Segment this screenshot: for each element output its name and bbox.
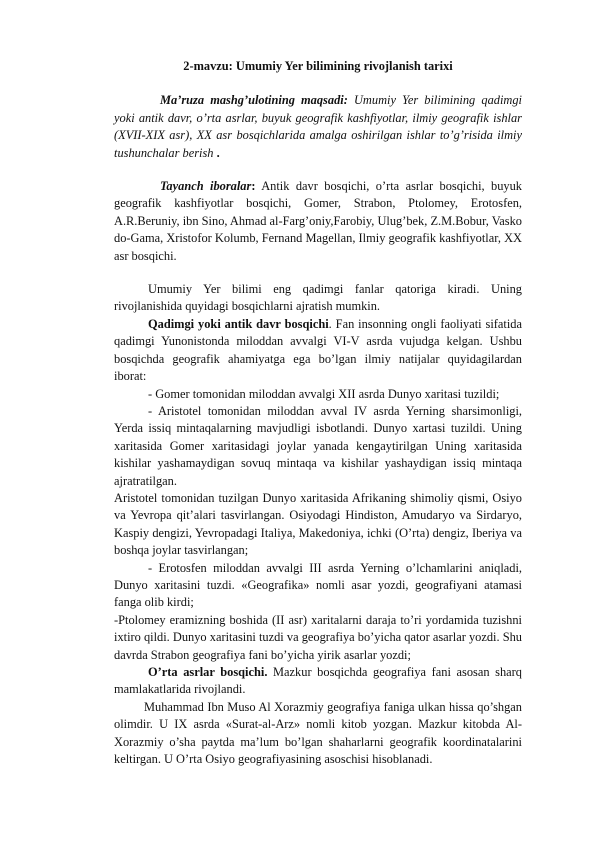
xorazmiy-paragraph: Muhammad Ibn Muso Al Xorazmiy geografiya faniga ulkan hissa qo’shgan olimdir. U IX asrda «Surat-al-Arz» nomli kitob yozgan. Mazkur kitobda Al-Xorazmiy o’sha paytda ma’lum bo’lgan shaharlarni geografik koordinatalarini keltirgan. U O’rta Osiyo geografiyasining asoschisi hisoblanadi.: [114, 699, 522, 767]
lecture-aim-end: .: [213, 145, 220, 160]
list-item-erotosfen: - Erotosfen miloddan avvalgi III asrda Yerning o’lchamlarini aniqladi, Dunyo xaritasini tuzdi. «Geografika» nomli asar yozdi, geografiyani atamasi fanga olib kirdi;: [114, 560, 522, 610]
intro-paragraph: Umumiy Yer bilimi eng qadimgi fanlar qatoriga kiradi. Uning rivojlanishida quyidagi bosqichlarni ajratish mumkin.: [114, 282, 522, 314]
page-title: 2-mavzu: Umumiy Yer bilimining rivojlanish tarixi: [183, 59, 453, 73]
keywords-label: Tayanch iboralar: [160, 179, 252, 194]
ancient-period-text: . Fan insonning ongli faoliyati sifatida qadimgi Yunonistonda miloddan avvalgi VI-V asrda vujudga kelgan. Ushbu bosqichda geografik ahamiyatga ega bo’lgan ilmiy natijalar quyidagilardan iborat:: [114, 316, 523, 384]
lecture-aim-label: Ma’ruza mashg’ulotining maqsadi:: [160, 93, 348, 108]
lecture-aim-paragraph: [114, 92, 522, 162]
middle-ages-label: O’rta asrlar bosqichi.: [148, 665, 268, 679]
list-item-ptolomey: -Ptolomey eramizning boshida (II asr) xaritalarni daraja to’ri yordamida tuzishni ixtiro qildi. Dunyo xaritasini tuzdi va geografiya bo’yicha qator asarlar yozdi. Shu davrda Strabon geografiya fani bo’yicha yirik asarlar yozdi;: [114, 612, 522, 662]
spacer: [114, 265, 522, 281]
list-item-aristotel: - Aristotel tomonidan miloddan avval IV asrda Yerning sharsimonligi, Yerda issiq mintaqalarning mavjudligi isbotlandi. Dunyo xartasi tuzildi. Uning xaritasida Gomer xaritasidagi joylar yanada kengaytirilgan Uning xaritasida kishilar yashamaydigan sovuq mintaqa va kishilar yashaydigan issiq mintaqa ajratratilgan.: [114, 403, 522, 488]
ancient-period-label: Qadimgi yoki antik davr bosqichi: [148, 316, 329, 331]
keywords-text: Antik davr bosqichi, o’rta asrlar bosqichi, buyuk geografik kashfiyotlar bosqichi, Gomer, Strabon, Ptolomey, Erotosfen, A.R.Beruniy, ibn Sino, Ahmad al-Farg’oniy,Farobiy, Ulug’bek, Z.M.Bobur, Vasko do-Gama, Xristofor Kolumb, Fernand Magellan, Ilmiy geografik kashfiyotlar, XX asr bosqichi.: [114, 179, 523, 263]
aristotel-map-paragraph: Aristotel tomonidan tuzilgan Dunyo xaritasida Afrikaning shimoliy qismi, Osiyo va Yevropa qit’alari tasvirlangan. Osiyodagi Hindiston, Amudaryo va Sirdaryo, Kaspiy dengizi, Yevropadagi Italiya, Makedoniya, ichki (O’rta) dengiz, Iberiya va boshqa joylar tasvirlangan;: [114, 490, 522, 558]
middle-ages-paragraph: [114, 664, 522, 699]
spacer: [114, 162, 522, 178]
list-item-gomer: - Gomer tomonidan miloddan avvalgi XII asrda Dunyo xaritasi tuzildi;: [148, 386, 500, 401]
keywords-paragraph: [114, 178, 522, 265]
lecture-aim-text: Umumiy Yer bilimining qadimgi yoki antik davr, o’rta asrlar, buyuk geografik kashfiyotlar, ilmiy geografik ishlar (XVII-XIX asr), XX asr bosqichlarida amalga oshirilgan ishlar to’g’risida ilmiy tushunchalar berish: [114, 93, 522, 160]
middle-ages-text: Mazkur bosqichda geografiya fani asosan sharq mamlakatlarida rivojlandi.: [114, 665, 522, 697]
ancient-period-paragraph: [114, 316, 522, 386]
keywords-colon: :: [251, 179, 256, 194]
